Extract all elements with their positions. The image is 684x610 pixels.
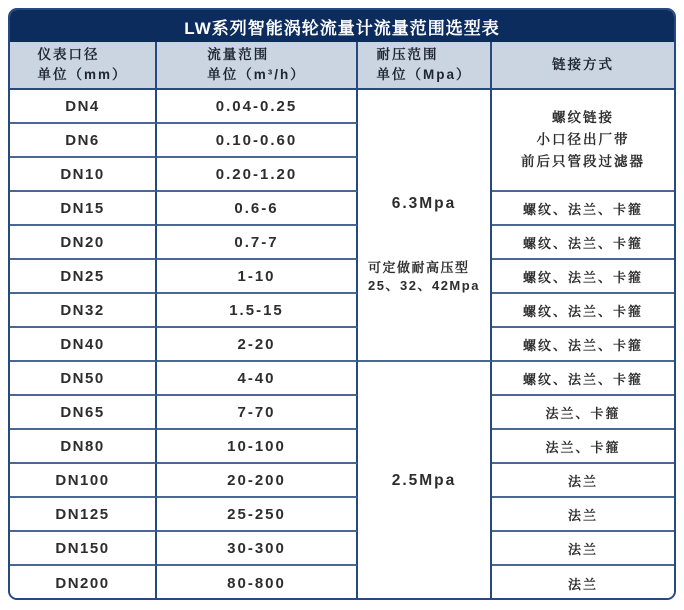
header-diameter-line2: 单位（mm） <box>37 67 128 82</box>
dn-cell: DN80 <box>10 430 157 464</box>
connection-cell-small-diameter <box>492 90 674 192</box>
dn-cell: DN25 <box>10 260 157 294</box>
header-connection-line1: 链接方式 <box>552 56 614 72</box>
header-connection <box>492 42 674 88</box>
connection-merged-line3: 前后只管段过滤器 <box>521 154 645 170</box>
header-flow-line1: 流量范围 <box>207 46 270 62</box>
pressure-value-high: 6.3Mpa <box>391 194 457 212</box>
flow-cell: 0.10-0.60 <box>157 124 358 158</box>
dn-cell: DN100 <box>10 464 157 498</box>
flow-cell: 0.04-0.25 <box>157 90 358 124</box>
header-pressure-range <box>358 42 492 88</box>
dn-cell: DN40 <box>10 328 157 362</box>
flow-cell: 30-300 <box>157 532 358 566</box>
flow-cell: 1-10 <box>157 260 358 294</box>
dn-cell: DN20 <box>10 226 157 260</box>
pressure-note-line1: 可定做耐高压型 <box>368 259 470 275</box>
header-pressure-line2: 单位（Mpa） <box>376 67 472 82</box>
connection-cell: 螺纹、法兰、卡箍 <box>492 328 674 362</box>
table-header-row <box>10 42 674 90</box>
connection-cell: 螺纹、法兰、卡箍 <box>492 260 674 294</box>
connection-cell: 法兰 <box>492 464 674 498</box>
flow-cell: 0.20-1.20 <box>157 158 358 192</box>
pressure-cell-high <box>358 90 492 362</box>
dn-cell: DN150 <box>10 532 157 566</box>
dn-cell: DN10 <box>10 158 157 192</box>
dn-cell: DN4 <box>10 90 157 124</box>
flow-cell: 7-70 <box>157 396 358 430</box>
header-flow-range <box>157 42 358 88</box>
pressure-note-line2: 25、32、42Mpa <box>368 278 480 293</box>
flow-cell: 20-200 <box>157 464 358 498</box>
connection-merged-line1: 螺纹链接 <box>552 109 614 125</box>
header-diameter <box>10 42 157 88</box>
table-title: LW系列智能涡轮流量计流量范围选型表 <box>10 10 674 42</box>
connection-cell: 法兰、卡箍 <box>492 430 674 464</box>
dn-cell: DN15 <box>10 192 157 226</box>
flow-cell: 2-20 <box>157 328 358 362</box>
dn-cell: DN65 <box>10 396 157 430</box>
connection-merged-line2: 小口径出厂带 <box>536 131 630 147</box>
dn-cell: DN6 <box>10 124 157 158</box>
flow-cell: 4-40 <box>157 362 358 396</box>
flow-cell: 25-250 <box>157 498 358 532</box>
dn-cell: DN200 <box>10 566 157 600</box>
connection-cell: 法兰 <box>492 532 674 566</box>
pressure-custom-note <box>368 259 480 295</box>
table-body <box>10 90 674 600</box>
connection-cell: 法兰 <box>567 576 598 592</box>
connection-cell: 法兰 <box>492 498 674 532</box>
dn-cell: DN50 <box>10 362 157 396</box>
dn-cell: DN125 <box>10 498 157 532</box>
dn-cell: DN32 <box>10 294 157 328</box>
flow-cell: 0.7-7 <box>157 226 358 260</box>
connection-cell: 螺纹、法兰、卡箍 <box>492 226 674 260</box>
connection-cell: 螺纹、法兰、卡箍 <box>492 192 674 226</box>
connection-cell: 螺纹、法兰、卡箍 <box>492 294 674 328</box>
flow-cell: 0.6-6 <box>157 192 358 226</box>
flow-cell: 80-800 <box>157 566 358 600</box>
connection-cell: 螺纹、法兰、卡箍 <box>492 362 674 396</box>
selection-table <box>8 8 676 600</box>
connection-cell: 法兰、卡箍 <box>492 396 674 430</box>
pressure-cell-low: 2.5Mpa <box>358 362 492 600</box>
header-flow-line2: 单位（m³/h） <box>207 67 306 82</box>
flow-cell: 10-100 <box>157 430 358 464</box>
header-diameter-line1: 仪表口径 <box>37 46 100 62</box>
flow-cell: 1.5-15 <box>157 294 358 328</box>
header-pressure-line1: 耐压范围 <box>376 46 439 62</box>
